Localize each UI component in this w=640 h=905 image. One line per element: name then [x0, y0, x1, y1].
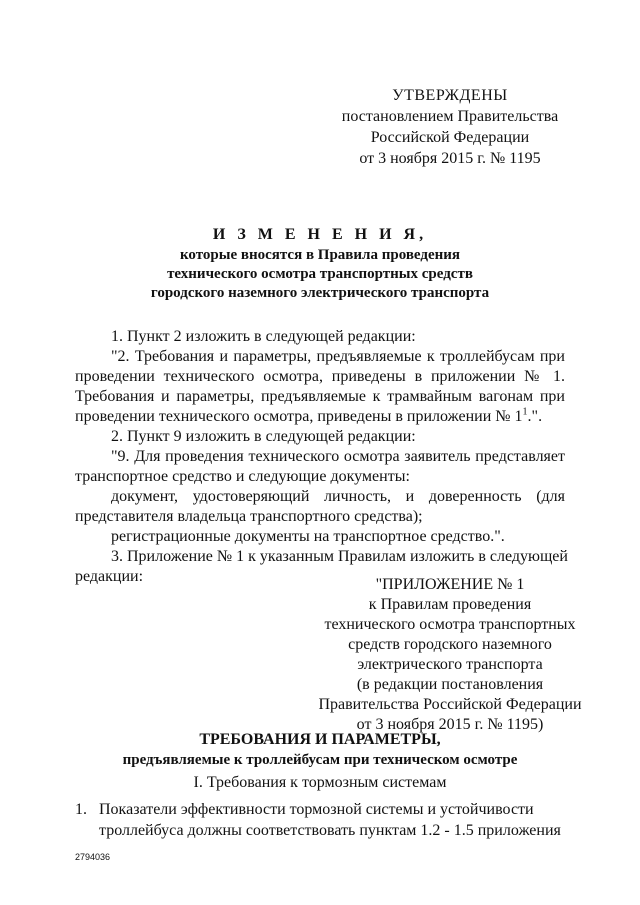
text-run: проведении технического осмотра, приведены в приложении № 1: [75, 408, 523, 425]
requirements-title: ТРЕБОВАНИЯ И ПАРАМЕТРЫ,: [199, 731, 441, 748]
superscript: 1: [522, 406, 528, 418]
appendix-line: Правительства Российской Федерации: [318, 696, 582, 713]
paragraph: документ, удостоверяющий личность, и доверенность (для: [111, 488, 565, 505]
approval-line: постановлением Правительства: [341, 108, 559, 125]
appendix-line: "ПРИЛОЖЕНИЕ № 1: [375, 576, 525, 593]
paragraph-line: редакции:: [75, 568, 144, 585]
appendix-line: технического осмотра транспортных: [324, 616, 576, 633]
subtitle-line: технического осмотра транспортных средств: [167, 266, 473, 282]
document-title: И З М Е Н Е Н И Я,: [212, 226, 428, 243]
document-subtitle: [0, 246, 640, 303]
paragraph: "2. Требования и параметры, предъявляемые к троллейбусам при: [111, 348, 565, 365]
appendix-line: средств городского наземного: [348, 636, 552, 653]
approval-block: [300, 85, 600, 169]
paragraph: "9. Для проведения технического осмотра заявитель представляет: [111, 448, 565, 465]
approval-line: Российской Федерации: [370, 129, 530, 146]
requirements-subtitle: предъявляемые к троллейбусам при техническом осмотре: [122, 752, 518, 768]
item-text: [99, 799, 561, 841]
approval-label: УТВЕРЖДЕНЫ: [392, 87, 508, 104]
paragraph-line: транспортное средство и следующие документы:: [75, 468, 410, 485]
appendix-line: к Правилам проведения: [368, 596, 532, 613]
paragraph: регистрационные документы на транспортное средство.".: [111, 528, 505, 545]
document-code: 2794036: [75, 852, 111, 862]
subtitle-line: которые вносятся в Правила проведения: [179, 247, 461, 263]
approval-date: от 3 ноября 2015 г. № 1195: [359, 150, 541, 167]
paragraph: 2. Пункт 9 изложить в следующей редакции:: [111, 428, 416, 445]
paragraph-line: Требования и параметры, предъявляемые к трамвайным вагонам при: [75, 388, 565, 405]
item-line: троллейбуса должны соответствовать пунктам 1.2 - 1.5 приложения: [99, 822, 561, 839]
paragraph-line: проведении технического осмотра, приведены в приложении № 1.: [75, 368, 565, 385]
item-line: Показатели эффективности тормозной системы и устойчивости: [99, 801, 534, 818]
item-number: 1.: [75, 801, 87, 818]
appendix-header: [300, 575, 600, 735]
appendix-line: (в редакции постановления: [356, 676, 544, 693]
paragraph: 3. Приложение № 1 к указанным Правилам изложить в следующей: [111, 548, 568, 565]
appendix-line: электрического транспорта: [357, 656, 543, 673]
appendix-line: от 3 ноября 2015 г. № 1195): [356, 716, 544, 733]
document-body: [75, 327, 568, 587]
paragraph-line: представителя владельца транспортного средства);: [75, 508, 423, 525]
paragraph: 1. Пункт 2 изложить в следующей редакции:: [111, 328, 416, 345]
paragraph-line: [75, 407, 565, 427]
subtitle-line: городского наземного электрического транспорта: [150, 285, 490, 301]
section-heading: I. Требования к тормозным системам: [193, 774, 447, 791]
text-run: .".: [527, 408, 543, 425]
